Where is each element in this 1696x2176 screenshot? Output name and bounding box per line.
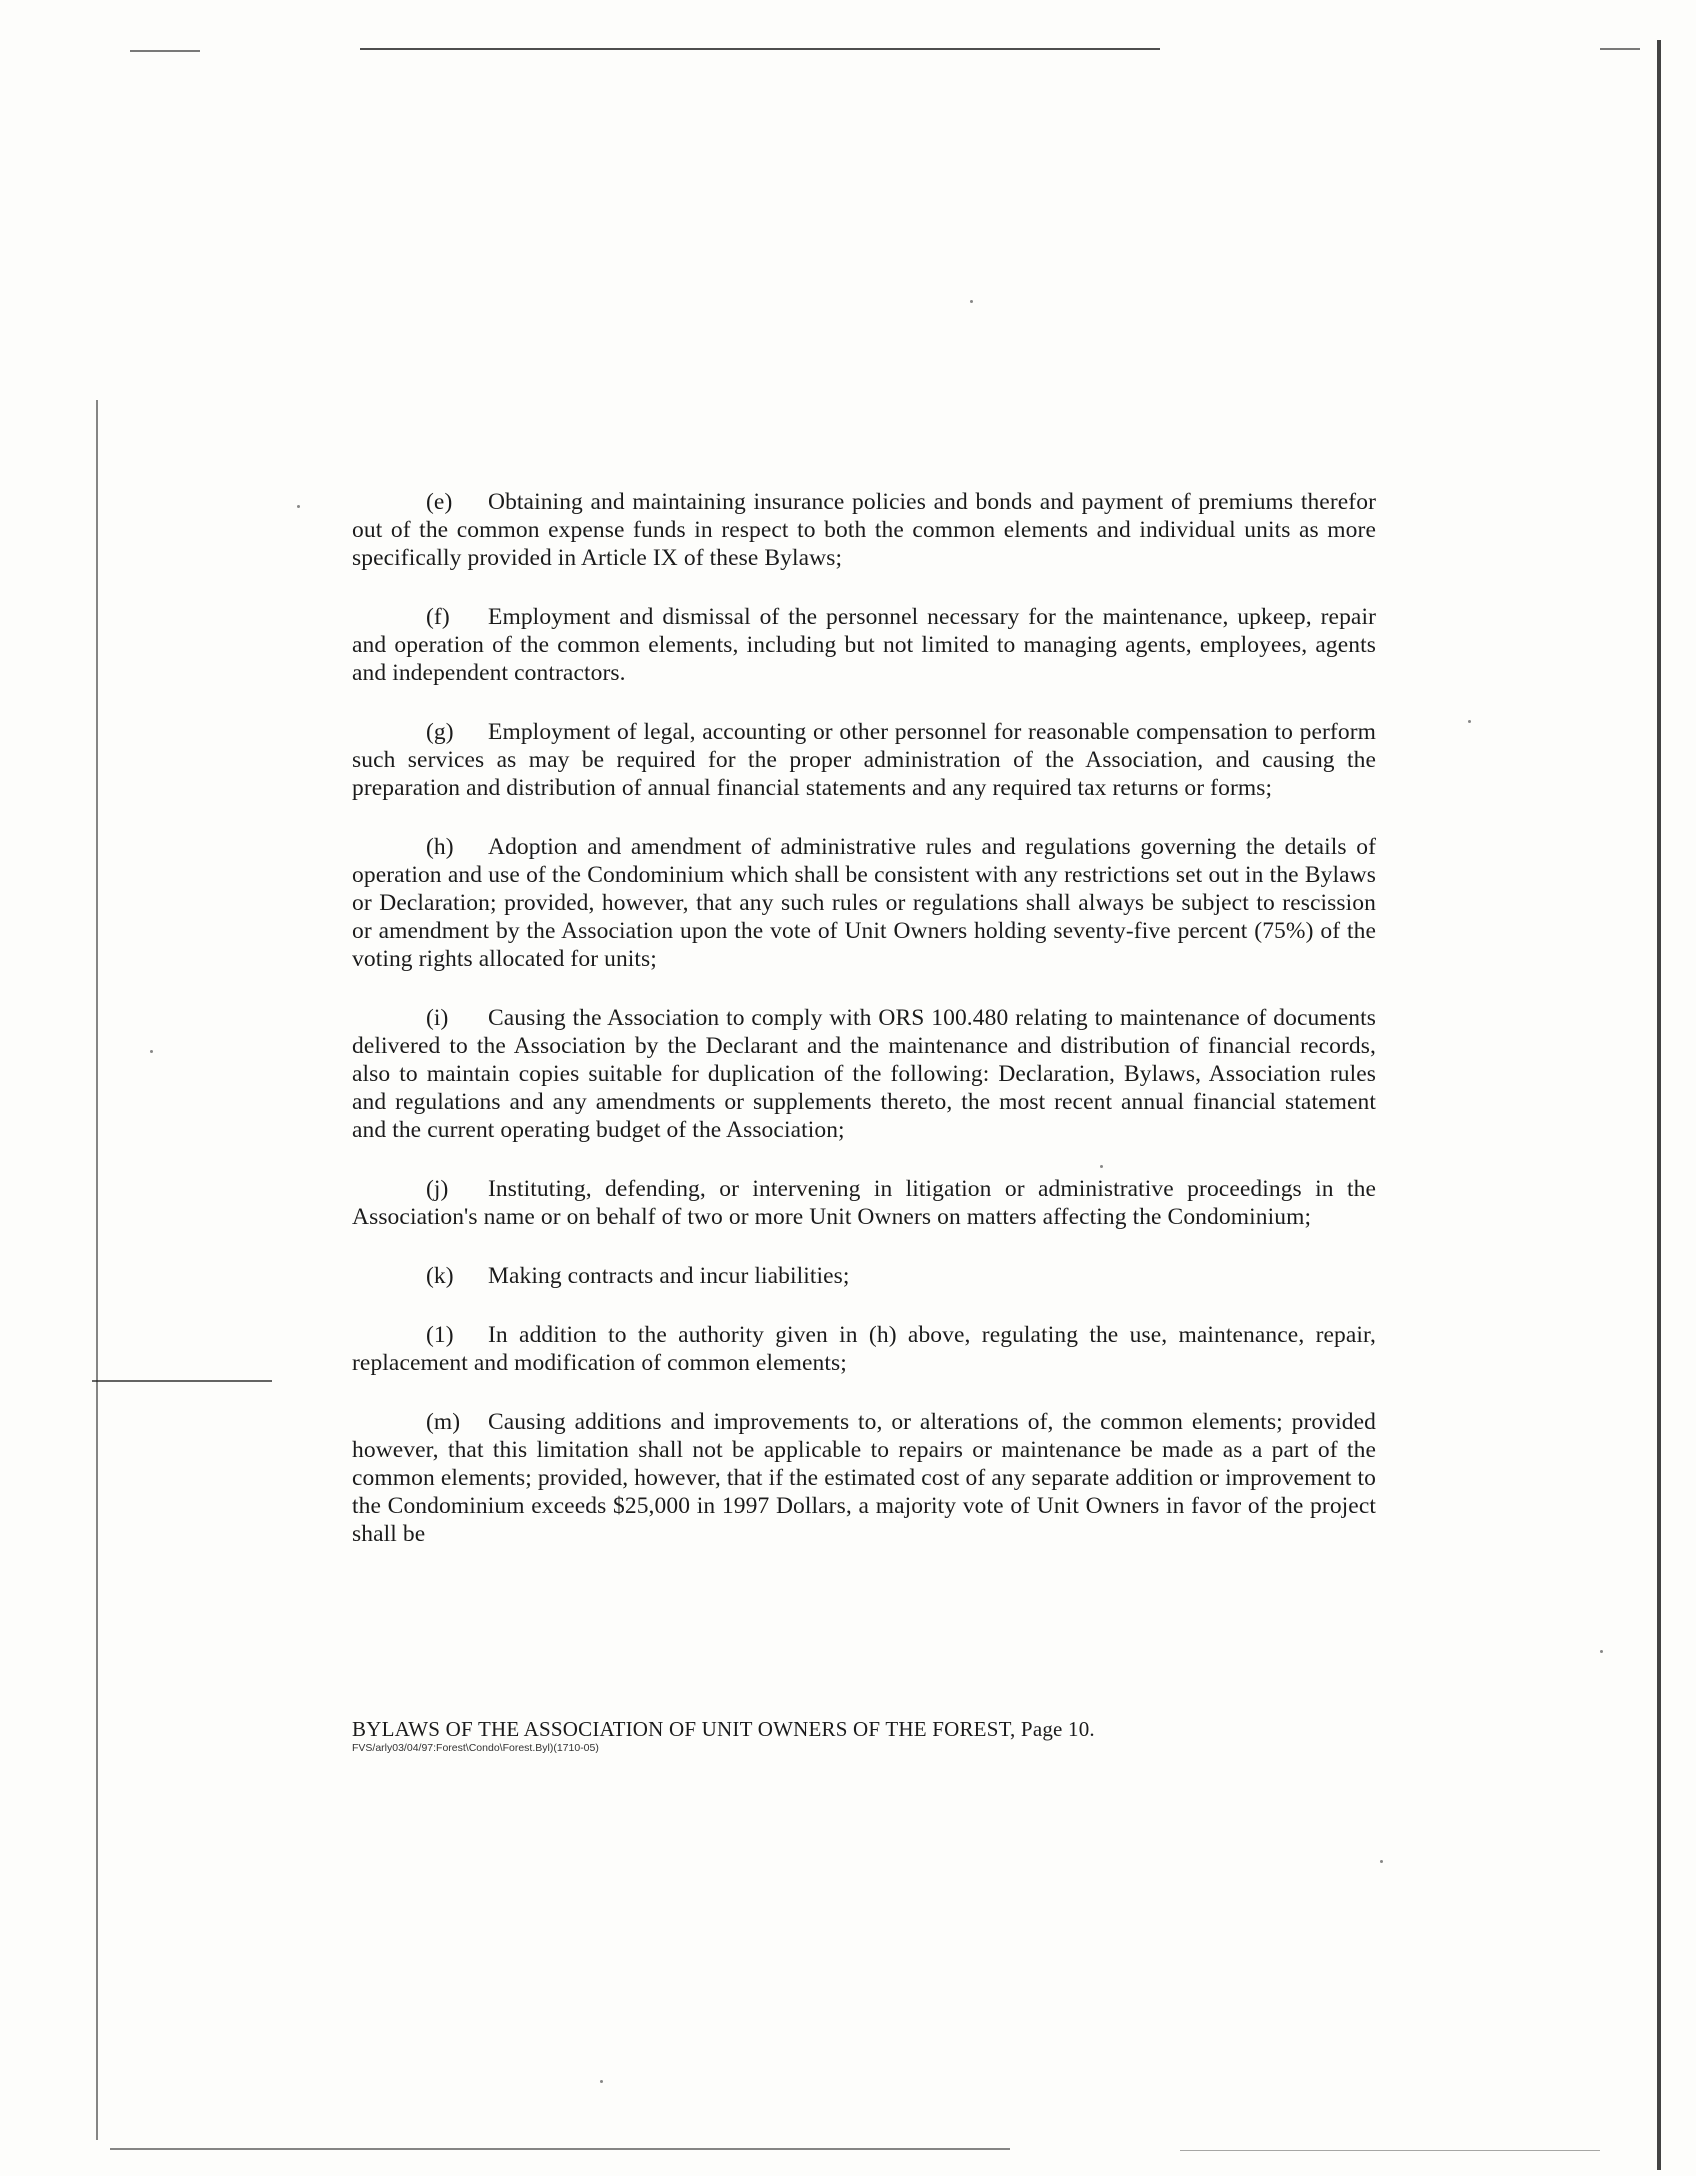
- scan-speck: [1380, 1860, 1383, 1863]
- paragraph-j: [352, 1175, 1376, 1231]
- paragraph-text: In addition to the authority given in (h) above, regulating the use, maintenance, repair, replacement and modification of common elements;: [352, 1322, 1376, 1376]
- scan-speck: [150, 1050, 153, 1053]
- paragraph-text: Instituting, defending, or intervening in litigation or administrative proceedings in the Association's name or on behalf of two or more Unit Owners on matters affecting the Condominium;: [352, 1176, 1376, 1230]
- paragraph-label: (m): [426, 1409, 461, 1435]
- paragraph-label: (f): [426, 604, 450, 630]
- document-body: [352, 488, 1376, 1579]
- paragraph-label: (j): [426, 1176, 449, 1202]
- paragraph-text: Adoption and amendment of administrative rules and regulations governing the details of operation and use of the Condominium which shall be consistent with any restrictions set out in the Bylaws or Declaration; provided, however, that any such rules or regulations shall always be subject to rescission or amendment by the Association upon the vote of Unit Owners holding seventy-five percent (75%) of the voting rights allocated for units;: [352, 834, 1376, 972]
- scan-edge-top-left: [130, 50, 200, 52]
- paragraph-m: [352, 1408, 1376, 1548]
- footer-file-reference: FVS/arly03/04/97:Forest\Condo\Forest.Byl)(1710-05): [352, 1742, 599, 1754]
- paragraph-text: Making contracts and incur liabilities;: [488, 1263, 850, 1289]
- scan-speck: [970, 300, 973, 303]
- paragraph-g: [352, 718, 1376, 802]
- paragraph-text: Obtaining and maintaining insurance policies and bonds and payment of premiums therefor out of the common expense funds in respect to both the common elements and individual units as more specifically provided in Article IX of these Bylaws;: [352, 489, 1376, 571]
- paragraph-label: (i): [426, 1005, 449, 1031]
- paragraph-label: (e): [426, 489, 453, 515]
- paragraph-l: [352, 1321, 1376, 1377]
- footer-title: BYLAWS OF THE ASSOCIATION OF UNIT OWNERS OF THE FOREST, Page 10.: [352, 1717, 1095, 1741]
- scan-edge-bottom-right: [1180, 2150, 1600, 2151]
- paragraph-label: (g): [426, 719, 454, 745]
- scan-edge-top-right: [1600, 48, 1640, 50]
- paragraph-text: Employment and dismissal of the personnel necessary for the maintenance, upkeep, repair and operation of the common elements, including but not limited to managing agents, employees, agents and independent contractors.: [352, 604, 1376, 686]
- paragraph-e: [352, 488, 1376, 572]
- paragraph-label: (1): [426, 1322, 454, 1348]
- paragraph-i: [352, 1004, 1376, 1144]
- scan-speck: [600, 2080, 603, 2083]
- paragraph-h: [352, 833, 1376, 973]
- scan-edge-left-mark: [92, 1380, 272, 1382]
- page-footer: [352, 1717, 1376, 1755]
- scan-speck: [1600, 1650, 1603, 1653]
- paragraph-label: (h): [426, 834, 454, 860]
- scan-edge-right: [1657, 40, 1661, 2170]
- scan-edge-bottom: [110, 2148, 1010, 2150]
- paragraph-text: Causing the Association to comply with ORS 100.480 relating to maintenance of documents delivered to the Association by the Declarant and the maintenance and distribution of financial records, also to maintain copies suitable for duplication of the following: Declaration, Bylaws, Association rules and regulations and any amendments or supplements thereto, the most recent annual financial statement and the current operating budget of the Association;: [352, 1005, 1376, 1143]
- paragraph-label: (k): [426, 1263, 454, 1289]
- scan-edge-left: [96, 400, 98, 2140]
- paragraph-text: Causing additions and improvements to, or alterations of, the common elements; provided however, that this limitation shall not be applicable to repairs or maintenance be made as a part of the common elements; provided, however, that if the estimated cost of any separate addition or improvement to the Condominium exceeds $25,000 in 1997 Dollars, a majority vote of Unit Owners in favor of the project shall be: [352, 1409, 1376, 1547]
- scan-speck: [1468, 720, 1471, 723]
- scan-edge-top: [360, 48, 1160, 50]
- paragraph-f: [352, 603, 1376, 687]
- paragraph-k: [352, 1262, 1376, 1290]
- paragraph-text: Employment of legal, accounting or other personnel for reasonable compensation to perform such services as may be required for the proper administration of the Association, and causing the preparation and distribution of annual financial statements and any required tax returns or forms;: [352, 719, 1376, 801]
- scan-speck: [297, 505, 300, 508]
